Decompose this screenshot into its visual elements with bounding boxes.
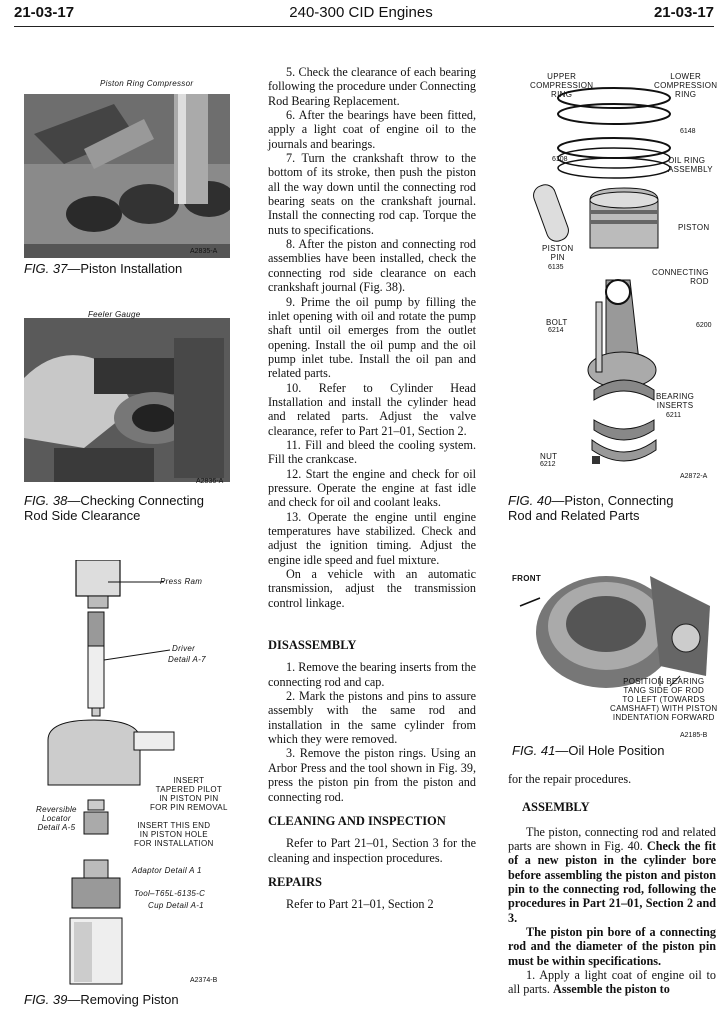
fig40-code: A2872-A (680, 473, 708, 480)
step-11: 11. Fill and bleed the cooling system. Fill the crankcase. (268, 437, 476, 467)
fig37-code: A2835-A (190, 248, 218, 255)
upper-compression-ring-label: UPPER COMPRESSION RING (530, 72, 594, 99)
header-rule (14, 26, 714, 27)
crankshaft-illustration (24, 318, 230, 482)
fig38-photo (24, 318, 230, 482)
bolt-label: BOLT (546, 318, 568, 327)
disassembly-heading: DISASSEMBLY (268, 638, 357, 653)
piston-pin-spec-note: The piston pin bore of a connecting rod and the diameter of the piston pin must be within specifications. (508, 925, 716, 968)
fig39-code: A2374-B (190, 977, 218, 984)
step-8: 8. After the piston and connecting rod assemblies have been installed, check the connecting rod side clearance on each crankshaft journal (Fig. 38). (268, 237, 476, 295)
piston-pin-tool-illustration (24, 560, 234, 990)
engine-block-illustration (24, 94, 230, 258)
cup-label: Cup Detail A-1 (148, 901, 204, 910)
running-title: 240-300 CID Engines (289, 4, 433, 21)
fig41-code: A2185-B (680, 732, 708, 739)
text-column-2 (508, 772, 716, 997)
reversible-locator-label: Reversible Locator Detail A-5 (36, 805, 77, 832)
repair-continuation: for the repair procedures. (508, 772, 632, 786)
page-number-left: 21-03-17 (14, 4, 75, 21)
piston-pin-label: PISTON PIN (542, 244, 574, 262)
assembly-step-1: 1. Apply a light coat of engine oil to all parts. Assemble the piston to (508, 968, 716, 997)
fig38-caption-num: FIG. 38 (24, 493, 68, 508)
repairs-heading: REPAIRS (268, 874, 322, 889)
fig41-caption (512, 743, 664, 758)
part-6148: 6148 (680, 128, 696, 135)
connecting-rod-label: CONNECTING ROD (652, 268, 709, 286)
fig41-caption-text: —Oil Hole Position (555, 743, 665, 758)
fig40-caption-num: FIG. 40 (508, 493, 552, 508)
text-column-1 (268, 65, 476, 912)
piston-label: PISTON (678, 223, 710, 232)
fig37-caption-text: —Piston Installation (67, 261, 183, 276)
part-6200: 6200 (696, 322, 712, 329)
fig39-caption-text: —Removing Piston (67, 992, 179, 1007)
fig41-caption-num: FIG. 41 (512, 743, 556, 758)
driver-detail-label: Detail A-7 (168, 655, 206, 664)
lower-compression-ring-label: LOWER COMPRESSION RING (654, 72, 718, 99)
nut-label: NUT (540, 452, 558, 461)
bearing-inserts-label: BEARING INSERTS (656, 392, 695, 410)
fig38-caption-text-2: Rod Side Clearance (24, 508, 141, 523)
step-6: 6. After the bearings have been fitted, apply a light coat of engine oil to the journals and bearings. (268, 108, 476, 151)
part-6108: 6108 (552, 156, 568, 163)
fig38-code: A2836-A (196, 478, 224, 485)
part-6135: 6135 (548, 264, 564, 271)
oil-ring-assembly-label: OIL RING ASSEMBLY (668, 156, 713, 174)
fig39-caption (24, 992, 179, 1007)
automatic-transmission-note: On a vehicle with an automatic transmission, adjust the transmission control linkage. (268, 567, 476, 610)
step-13: 13. Operate the engine until engine temperatures have stabilized. Check and adjust the ignition timing. Adjust the engine idle speed and fuel mixture. (268, 509, 476, 567)
fig39-caption-num: FIG. 39 (24, 992, 68, 1007)
fig37-caption (24, 261, 182, 276)
fig40-caption-text-1: —Piston, Connecting (551, 493, 674, 508)
fig38-caption (24, 493, 204, 523)
adaptor-label: Adaptor Detail A 1 (132, 866, 202, 875)
assembly-intro: The piston, connecting rod and related parts are shown in Fig. 40. Check the fit of a new piston in the cylinder bore before assembling the piston and piston pin to the connecting rod, following the procedures in Part 21–01, Section 2 and 3. (508, 824, 717, 925)
part-6212: 6212 (540, 461, 556, 468)
assembly-heading: ASSEMBLY (522, 800, 590, 815)
disassembly-step-2: 2. Mark the pistons and pins to assure assembly with the same rod and installation in the same cylinder from which they were removed. (268, 689, 476, 747)
fig38-caption-text-1: —Checking Connecting (67, 493, 204, 508)
cleaning-heading: CLEANING AND INSPECTION (268, 813, 446, 828)
front-label: FRONT (512, 574, 542, 583)
step-9: 9. Prime the oil pump by filling the inlet opening with oil and rotate the pump shaft until oil emerges from the outlet opening. Install the oil pump and the oil pump inlet tube. Install the oil pan and related parts. (268, 294, 476, 381)
driver-label: Driver (172, 644, 196, 653)
disassembly-step-1: 1. Remove the bearing inserts from the connecting rod and cap. (268, 660, 476, 689)
step-5: 5. Check the clearance of each bearing following the procedure under Connecting Rod Bearing Replacement. (268, 65, 476, 108)
step-12: 12. Start the engine and check for oil pressure. Operate the engine at fast idle and check for oil and coolant leaks. (268, 466, 476, 510)
fig40-caption (508, 493, 673, 523)
disassembly-step-3: 3. Remove the piston rings. Using an Arbor Press and the tool shown in Fig. 39, press the piston pin from the piston and connecting rod. (268, 746, 476, 804)
fig39-drawing (24, 560, 234, 990)
step-7: 7. Turn the crankshaft throw to the bottom of its stroke, then push the piston all the way down until the connecting rod bearing seats on the crankshaft journal. Install the connecting rod cap. Torque the nuts to specifications. (268, 151, 476, 237)
fig37-caption-num: FIG. 37 (24, 261, 68, 276)
page-number-right: 21-03-17 (653, 4, 714, 21)
part-6211: 6211 (666, 412, 682, 419)
tool-label: Tool–T65L-6135-C (134, 889, 206, 898)
fig40-caption-text-2: Rod and Related Parts (508, 508, 640, 523)
bearing-tang-note: POSITION BEARING TANG SIDE OF ROD TO LEFT (TOWARDS CAMSHAFT) WITH PISTON INDENTATION FORWARD (610, 677, 718, 722)
repairs-text: Refer to Part 21–01, Section 2 (286, 897, 434, 912)
insert-pilot-label: INSERT TAPERED PILOT IN PISTON PIN FOR PIN REMOVAL (150, 776, 228, 812)
piston-ring-compressor-label: Piston Ring Compressor (100, 79, 194, 88)
feeler-gauge-label: Feeler Gauge (88, 310, 141, 319)
part-6214: 6214 (548, 327, 564, 334)
cleaning-text: Refer to Part 21–01, Section 3 for the cleaning and inspection procedures. (268, 836, 476, 865)
fig37-photo (24, 94, 230, 258)
step-10: 10. Refer to Cylinder Head Installation and install the cylinder head and related parts. Adjust the valve clearance, refer to Part 21–01, Section 2. (268, 380, 476, 438)
insert-end-label: INSERT THIS END IN PISTON HOLE FOR INSTALLATION (134, 821, 214, 848)
press-ram-label: Press Ram (160, 577, 203, 586)
